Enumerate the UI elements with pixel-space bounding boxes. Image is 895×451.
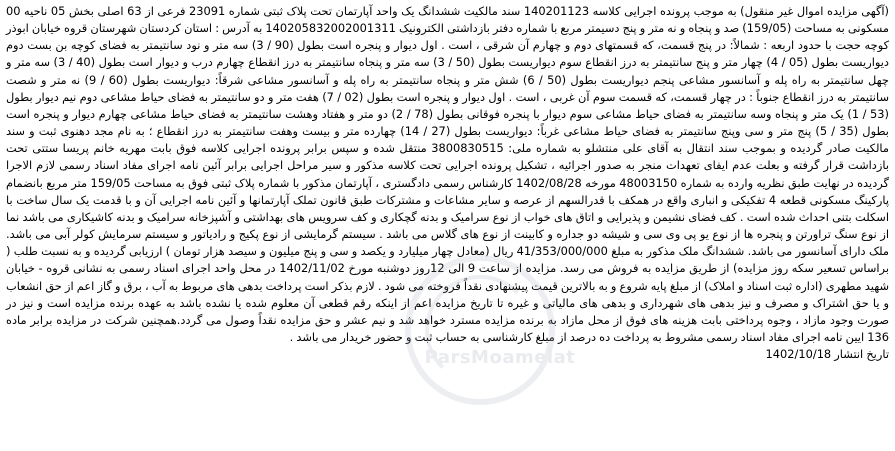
publish-date: تاریخ انتشار 1402/10/18 (765, 347, 889, 362)
auction-notice-body: (آگهی مزایده اموال غیر منقول) به موجب پرونده اجرایی کلاسه 140201123 سند مالکیت ششدانگ یک واحد آپارتمان تحت پلاک ثبتی شماره 23091 فرعی از 63 اصلی بخش 05 ناحیه 00 مسکونی به مساحت (159/05) صد و پنجاه و نه متر و پنج دسیمتر مربع با شماره دفتر بازداشتی الکترونیک 140205832002001311 به آدرس : استان کردستان شهرستان قروه خیابان ابوذر کوچه حجت با حدود اربعه : شمالاً: در پنج قسمت، که قسمتهای دوم و چهارم آن شرقی ، است . اول دیوار و پنجره است بطول (90 / 3) سه متر و نود سانتیمتر به فضای کوچه بن بست دوم دیواریست بطول (05 / 4) چهار متر و پنج سانتیمتر به درز انقطاع سوم دیواریست بطول (50 / 3) سه متر و پنجاه سانتیمتر به درز انقطاع چهارم درب و دیوار است بطول (40 / 3) سه متر و چهل سانتیمتر به راه پله و آسانسور مشاعی پنجم دیواریست بطول (50 / 6) شش متر و پنجاه سانتیمتر به راه پله و آسانسور مشاعی شرقاً: دیواریست بطول (60 / 9) نه متر و شصت سانتیمتر به درز انقطاع جنوباً : در چهار قسمت، که قسمت سوم آن غربی ، است . اول دیوار و پنجره است بطول (02 / 7) هفت متر و دو سانتیمتر به فضای حیاط مشاعی دوم نیم دیوار بطول (53 / 1) یک متر و پنجاه وسه سانتیمتر به فضای حیاط مشاعی سوم دیوار با پنجره فوقانی بطول (78 / 2) دو متر و هفتاد وهشت سانتیمتر به فضای حیاط مشاعی چهارم دیوار و پنجره است بطول (35 / 5) پنج متر و سی وپنج سانتیمتر به فضای حیاط مشاعی غرباً: دیواریست بطول (27 / 14) چهارده متر و بیست وهفت سانتیمتر به درز انقطاع ؛ به نام مجد دهنوی ثبت و سند مالکیت صادر گردیده و بموجب سند انتقال به آقای علی منتشلو به شماره ملی: 3800830515 منتقل شده و سپس برابر پرونده اجرایی کلاسه فوق بابت مهریه خانم پریسا ستتی تحت بازداشت قرار گرفته و بعلت عدم ایفای تعهدات منجر به صدور اجرائیه ، تشکیل پرونده اجرایی تحت کلاسه مذکور و سیر مراحل اجرایی برابر آئین نامه اجرای مفاد اسناد رسمی لازم الاجرا گردیده در نهایت طبق نظریه وارده به شماره 48003150 مورخه 1402/08/28 کارشناس رسمی دادگستری ، آپارتمان مذکور با شماره پلاک ثبتی فوق به مساحت 159/05 متر مربع بانضمام پارکینگ مسکونی قطعه 4 تفکیکی و انباری واقع در همکف با قدرالسهم از عرصه و سایر مشاعات و مشترکات طبق قانون تملک آپارتمانها و آئین نامه اجرایی آن و با قدمت یک سال ساخت با اسکلت بتنی احداث شده است . کف فضای نشیمن و پذیرایی و اتاق های خواب از نوع سرامیک و بدنه گچکاری و کف سرویس های بهداشتی و آشپزخانه سرامیک و بدنه کاشیکاری می باشد نما از نوع سنگ تراورتن و پنجره ها از نوع یو پی وی سی و شیشه دو جداره و کابینت از نوع های گلاس می باشد . سیستم گرمایشی از نوع پکیج و رادیاتور و سیستم سرمایش کولر آبی می باشد. ملک دارای آسانسور می باشد. ششدانگ ملک مذکور به مبلغ 41/353/000/000 ریال (معادل چهار میلیارد و یکصد و سی و پنج میلیون و سیصد هزار تومان ) ارزیابی گردیده و به نسبت طلب ( براساس تسعیر سکه روز مزایده) از طریق مزایده به فروش می رسد. مزایده از ساعت 9 الی 12روز دوشنبه مورخ 1402/11/02 در محل واحد اجرای اسناد رسمی به نشانی قروه - خیابان شهید مطهری (اداره ثبت اسناد و املاک) از مبلغ پایه شروع و به بالاترین قیمت پیشنهادی نقداً فروخته می شود . لازم بذکر است پرداخت بدهی های مربوط به آب ، برق و گاز اعم از حق انشعاب و یا حق اشتراک و مصرف و نیز بدهی های شهرداری و بدهی های مالیاتی و غیره تا تاریخ مزایده اعم از اینکه رقم قطعی آن معلوم شده یا نشده باشد به عهده برنده مزایده است و نیز در صورت وجود مازاد ، وجوه پرداختی بابت هزینه های فوق از محل مازاد به برنده مزایده مسترد خواهد شد و نیم عشر و حق مزایده نقداً وصول می گردد.همچنین شرکت در مزایده برابر ماده 136 ایین نامه اجرای مفاد اسناد رسمی مشروط به پرداخت ده درصد از مبلغ کارشناسی به حساب ثبت و حضور خریدار می باشد . (6, 4, 890, 344)
watermark-text: ParsMoamelat (424, 347, 576, 368)
